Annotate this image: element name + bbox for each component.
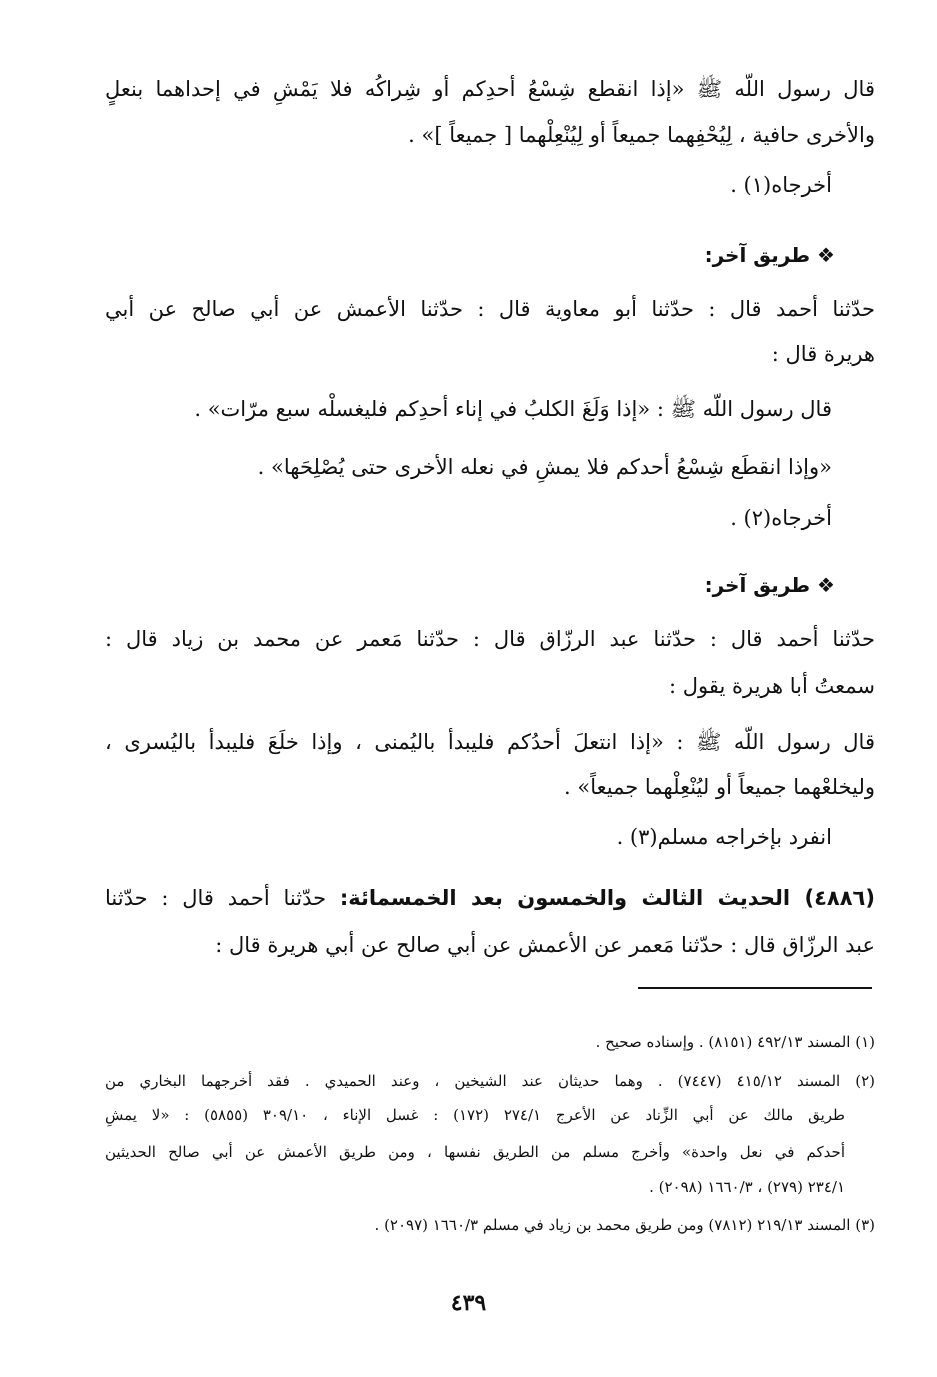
matn-line: قال رسول اللّه ﷺ : «إذا انتعلَ أحدُكم فليبدأ باليُمنى ، وإذا خلَعَ فليبدأ باليُسرى ،: [105, 730, 875, 754]
footnote: (١) المسند ٤٩٢/١٣ (٨١٥١) . وإسناده صحيح .: [595, 1033, 875, 1051]
hadith-isnad-start: حدّثنا أحمد قال : حدّثنا: [105, 886, 340, 910]
isnad-line: حدّثنا أحمد قال : حدّثنا عبد الرزّاق قال : حدّثنا مَعمر عن محمد بن زياد قال :: [105, 627, 875, 651]
isnad-line: هريرة قال :: [771, 342, 875, 366]
matn-line: وليخلعْهما جميعاً أو ليُنْعِلْهما جميعاً» .: [564, 775, 875, 799]
isnad-line: حدّثنا أحمد قال : حدّثنا أبو معاوية قال : حدّثنا الأعمش عن أبي صالح عن أبي: [105, 297, 875, 321]
footnote-continuation: أحدكم في نعل واحدة» وأخرج مسلم من الطريق نفسها ، ومن طريق الأعمش عن أبي صالح الحديثين: [105, 1143, 845, 1161]
takhrij-line: انفرد بإخراجه مسلم(٣) .: [616, 825, 832, 849]
page-number: ٤٣٩: [450, 1290, 487, 1316]
hadith-heading: (٤٨٨٦) الحديث الثالث والخمسون بعد الخمسمائة:: [339, 886, 875, 910]
section-heading: ❖ طريق آخر:: [704, 573, 835, 597]
footnote-continuation: ٢٣٤/١ (٢٧٩) ، ١٦٦٠/٣ (٢٠٩٨) .: [649, 1178, 845, 1196]
takhrij-line: أخرجاه(١) .: [730, 173, 832, 197]
footnote: (٢) المسند ٤١٥/١٢ (٧٤٤٧) . وهما حديثان عند الشيخين ، وعند الحميدي . فقد أخرجهما البخاري من: [105, 1072, 875, 1090]
matn-line: «وإذا انقطَع شِسْعُ أحدكم فلا يمشِ في نعله الأخرى حتى يُصْلِحَها» .: [257, 455, 832, 479]
body-line: والأخرى حافية ، لِيُحْفِهما جميعاً أو لِيُنْعِلْهما [ جميعاً ]» .: [408, 123, 875, 147]
hadith-line: [105, 883, 875, 913]
body-line: قال رسول اللّه ﷺ «إذا انقطع شِسْعُ أحدِكم أو شِراكُه فلا يَمْشِ في إحداهما بنعلٍ: [105, 77, 875, 101]
takhrij-line: أخرجاه(٢) .: [730, 506, 832, 530]
footnote-continuation: طريق مالك عن أبي الزِّناد عن الأعرج ٢٧٤/١ (١٧٢) : غسل الإناء ، ٣٠٩/١٠ (٥٨٥٥) : «لا يمشِ: [105, 1106, 845, 1124]
matn-line: قال رسول اللّه ﷺ : «إذا وَلَغَ الكلبُ في إناء أحدِكم فليغسلْه سبع مرّات» .: [194, 397, 832, 421]
footnote-separator: [638, 987, 872, 989]
isnad-line: سمعتُ أبا هريرة يقول :: [668, 674, 875, 698]
footnote: (٣) المسند ٢١٩/١٣ (٧٨١٢) ومن طريق محمد بن زياد في مسلم ١٦٦٠/٣ (٢٠٩٧) .: [374, 1216, 875, 1234]
hadith-line: عبد الرزّاق قال : حدّثنا مَعمر عن الأعمش عن أبي صالح عن أبي هريرة قال :: [215, 933, 875, 957]
section-heading: ❖ طريق آخر:: [704, 243, 835, 267]
